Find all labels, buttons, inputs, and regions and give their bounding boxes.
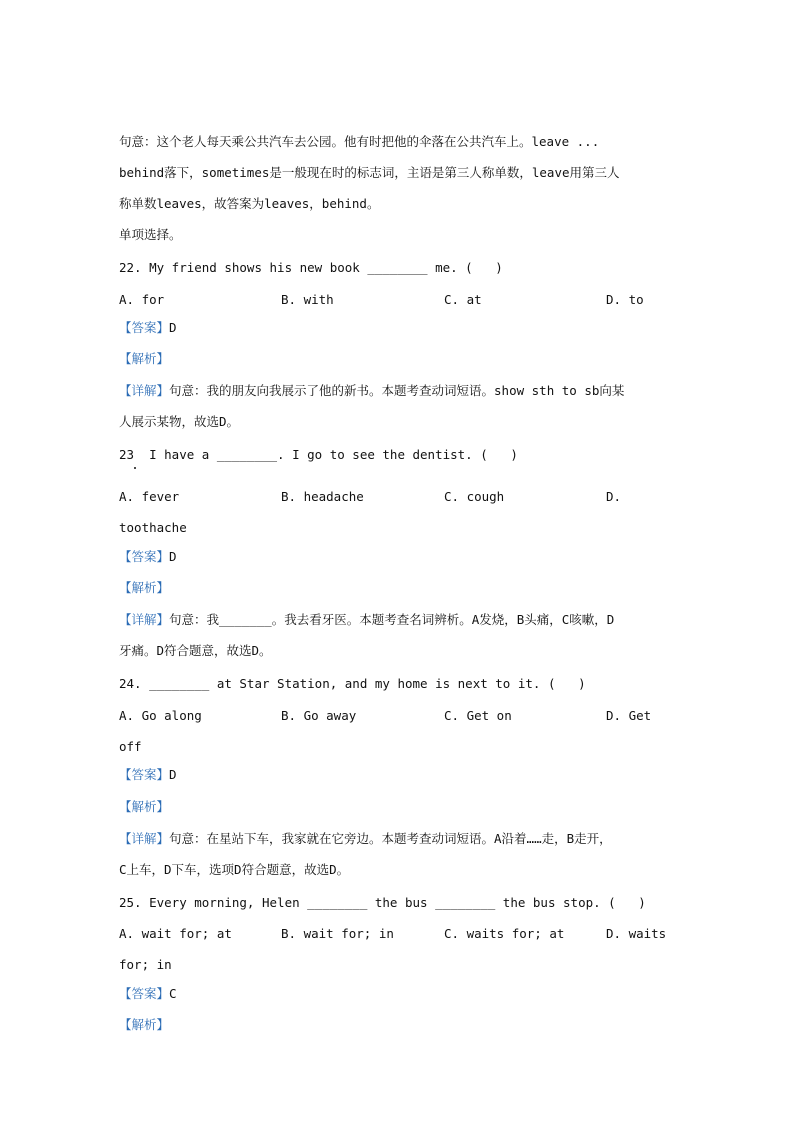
question-23-stem: 23 I have a ________. I go to see the dentist. ( ): [119, 447, 518, 462]
q23-option-d-cont: toothache: [119, 520, 187, 535]
q22-option-a: A. for: [119, 292, 165, 307]
stray-dot: [134, 467, 136, 469]
analysis-tag: 【解析】: [119, 799, 170, 814]
q24-option-a: A. Go along: [119, 708, 202, 723]
q24-detail-1: [119, 830, 612, 848]
question-22-stem: 22. My friend shows his new book ________ me. ( ): [119, 260, 503, 275]
q24-detail-2: C上车，D下车，选项D符合题意，故选D。: [119, 862, 350, 877]
q23-option-c: C. cough: [444, 489, 505, 504]
q24-analysis: [119, 798, 169, 816]
q24-answer: [119, 766, 177, 784]
intro-line-2: behind落下，sometimes是一般现在时的标志词，主语是第三人称单数，leave用第三人: [119, 165, 620, 180]
q22-analysis: [119, 350, 169, 368]
answer-tag: 【答案】: [119, 549, 170, 564]
q23-option-b: B. headache: [281, 489, 364, 504]
q24-option-b: B. Go away: [281, 708, 357, 723]
q23-answer: [119, 548, 177, 566]
q25-option-c: C. waits for; at: [444, 926, 565, 941]
detail-text: 句意：我的朋友向我展示了他的新书。本题考查动词短语。show sth to sb向某: [169, 383, 625, 398]
q24-option-c: C. Get on: [444, 708, 512, 723]
question-24-stem: 24. ________ at Star Station, and my home is next to it. ( ): [119, 676, 586, 691]
q23-detail-2: 牙痛。D符合题意，故选D。: [119, 643, 272, 658]
q24-option-d-cont: off: [119, 739, 142, 754]
analysis-tag: 【解析】: [119, 351, 170, 366]
answer-tag: 【答案】: [119, 986, 170, 1001]
q22-option-c: C. at: [444, 292, 482, 307]
q25-option-a: A. wait for; at: [119, 926, 232, 941]
detail-tag: 【详解】: [119, 383, 170, 398]
analysis-tag: 【解析】: [119, 1017, 170, 1032]
q22-answer: [119, 319, 177, 337]
q22-option-d: D. to: [606, 292, 644, 307]
q25-option-d: D. waits: [606, 926, 667, 941]
q23-option-d: D.: [606, 489, 622, 504]
q24-option-d: D. Get: [606, 708, 652, 723]
q25-answer: [119, 985, 177, 1003]
detail-text: 句意：在星站下车，我家就在它旁边。本题考查动词短语。A沿着……走，B走开，: [169, 831, 612, 846]
analysis-tag: 【解析】: [119, 580, 170, 595]
q22-detail-2: 人展示某物，故选D。: [119, 414, 240, 429]
detail-tag: 【详解】: [119, 612, 170, 627]
answer-value: D: [169, 767, 177, 782]
answer-value: D: [169, 320, 177, 335]
detail-tag: 【详解】: [119, 831, 170, 846]
q25-option-b: B. wait for; in: [281, 926, 394, 941]
section-heading: 单项选择。: [119, 227, 182, 242]
answer-tag: 【答案】: [119, 320, 170, 335]
question-25-stem: 25. Every morning, Helen ________ the bus ________ the bus stop. ( ): [119, 895, 646, 910]
q25-option-d-cont: for; in: [119, 957, 172, 972]
answer-tag: 【答案】: [119, 767, 170, 782]
intro-line-3: 称单数leaves，故答案为leaves，behind。: [119, 196, 380, 211]
q23-analysis: [119, 579, 169, 597]
answer-value: C: [169, 986, 177, 1001]
detail-text: 句意：我_______。我去看牙医。本题考查名词辨析。A发烧，B头痛，C咳嗽，D: [169, 612, 615, 627]
q25-analysis: [119, 1016, 169, 1034]
q23-detail-1: [119, 611, 614, 629]
answer-value: D: [169, 549, 177, 564]
q23-option-a: A. fever: [119, 489, 180, 504]
q22-detail-1: [119, 382, 624, 400]
intro-line-1: 句意：这个老人每天乘公共汽车去公园。他有时把他的伞落在公共汽车上。leave ...: [119, 134, 600, 149]
q22-option-b: B. with: [281, 292, 334, 307]
